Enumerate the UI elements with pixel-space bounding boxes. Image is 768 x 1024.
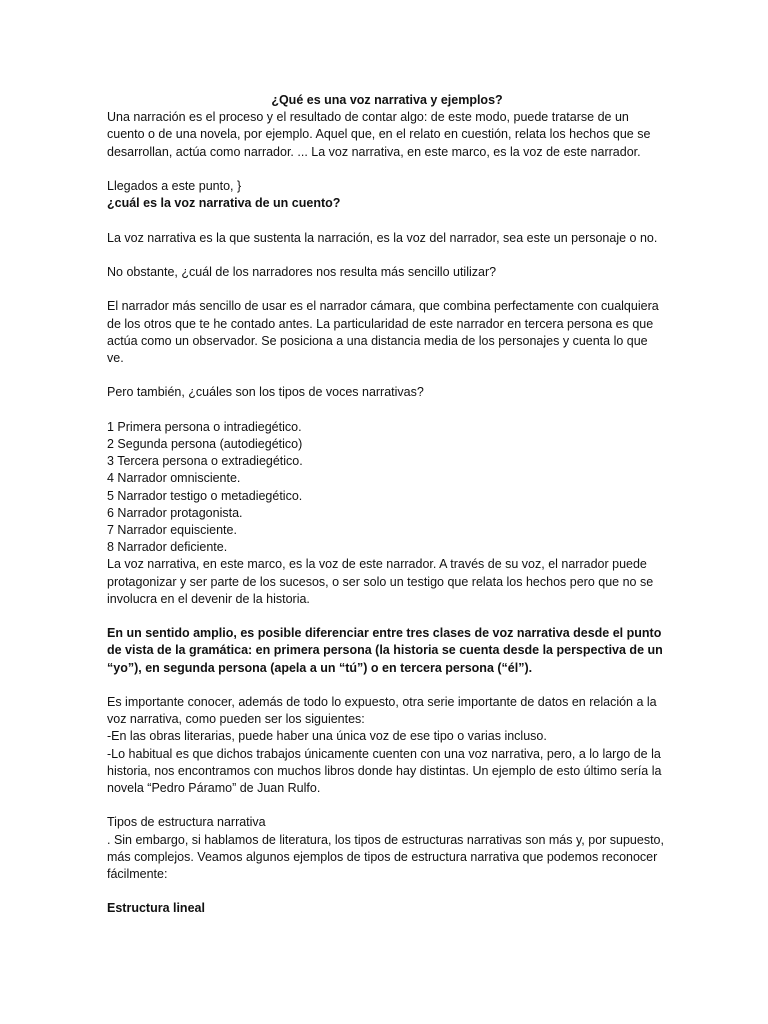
- paragraph-important-data: Es importante conocer, además de todo lo expuesto, otra serie importante de datos en relación a la voz narrativa, como pueden ser los siguientes:: [107, 694, 657, 727]
- paragraph-gap: [107, 883, 667, 900]
- list-item: 3 Tercera persona o extradiegético.: [107, 454, 303, 469]
- paragraph-gap: [107, 402, 667, 419]
- paragraph-gap: [107, 281, 667, 298]
- document-title: ¿Qué es una voz narrativa y ejemplos?: [271, 93, 503, 107]
- paragraph-gap: [107, 367, 667, 384]
- document-page: [107, 92, 667, 918]
- paragraph-lead-in: Llegados a este punto, }: [107, 179, 242, 193]
- paragraph-grammar-classes: En un sentido amplio, es posible diferenciar entre tres clases de voz narrativa desde el punto de vista de la gramática: en primera persona (la historia se cuenta desde la perspectiva de un “yo”), en segunda persona (apela a un “tú”) o en tercera persona (“él”).: [107, 626, 663, 675]
- section-heading-linear-structure: Estructura lineal: [107, 901, 205, 916]
- list-item: 7 Narrador equisciente.: [107, 522, 237, 537]
- section-heading-structure-types: Tipos de estructura narrativa: [107, 815, 266, 830]
- paragraph-narrator-voice: La voz narrativa, en este marco, es la voz de este narrador. A través de su voz, el narrador puede protagonizar y ser parte de los sucesos, o ser solo un testigo que relata los hechos pero que no se involucra en el devenir de la historia.: [107, 557, 654, 606]
- list-item: 1 Primera persona o intradiegético.: [107, 419, 302, 434]
- paragraph-gap: [107, 247, 667, 264]
- paragraph-gap: [107, 677, 667, 694]
- paragraph-types-question: Pero también, ¿cuáles son los tipos de voces narrativas?: [107, 385, 424, 400]
- paragraph-bullet-single-voice: -En las obras literarias, puede haber una única voz de ese tipo o varias incluso.: [107, 729, 547, 744]
- paragraph-gap: [107, 797, 667, 814]
- list-item: 5 Narrador testigo o metadiegético.: [107, 488, 303, 503]
- list-item: 2 Segunda persona (autodiegético): [107, 436, 303, 451]
- list-item: 6 Narrador protagonista.: [107, 505, 243, 520]
- paragraph-definition: La voz narrativa es la que sustenta la narración, es la voz del narrador, sea este un personaje o no.: [107, 230, 658, 245]
- paragraph-intro: Una narración es el proceso y el resultado de contar algo: de este modo, puede tratarse de un cuento o de una novela, por ejemplo. Aquel que, en el relato en cuestión, relata los hechos que se desarrollan, actúa como narrador. ... La voz narrativa, en este marco, es la voz de este narrador.: [107, 110, 651, 159]
- paragraph-gap: [107, 212, 667, 229]
- paragraph-structure-examples: . Sin embargo, si hablamos de literatura, los tipos de estructuras narrativas son más y, por supuesto, más complejos. Veamos algunos ejemplos de tipos de estructura narrativa que podemos reconocer fácilmente:: [107, 832, 664, 881]
- narrator-types-list: [107, 419, 667, 557]
- paragraph-question: No obstante, ¿cuál de los narradores nos resulta más sencillo utilizar?: [107, 264, 497, 279]
- list-item: 8 Narrador deficiente.: [107, 540, 228, 555]
- paragraph-gap: [107, 161, 667, 178]
- list-item: 4 Narrador omnisciente.: [107, 471, 241, 486]
- paragraph-gap: [107, 608, 667, 625]
- paragraph-camera-narrator: El narrador más sencillo de usar es el narrador cámara, que combina perfectamente con cualquiera de los otros que te he contado antes. La particularidad de este narrador en tercera persona es que actúa como un observador. Se posiciona a una distancia media de los personajes y cuenta lo que ve.: [107, 299, 659, 365]
- section-heading-question: ¿cuál es la voz narrativa de un cuento?: [107, 196, 341, 211]
- paragraph-bullet-pedro-paramo: -Lo habitual es que dichos trabajos únicamente cuenten con una voz narrativa, pero, a lo largo de la historia, nos encontramos con muchos libros donde hay distintas. Un ejemplo de esto último sería la novela “Pedro Páramo” de Juan Rulfo.: [107, 746, 662, 795]
